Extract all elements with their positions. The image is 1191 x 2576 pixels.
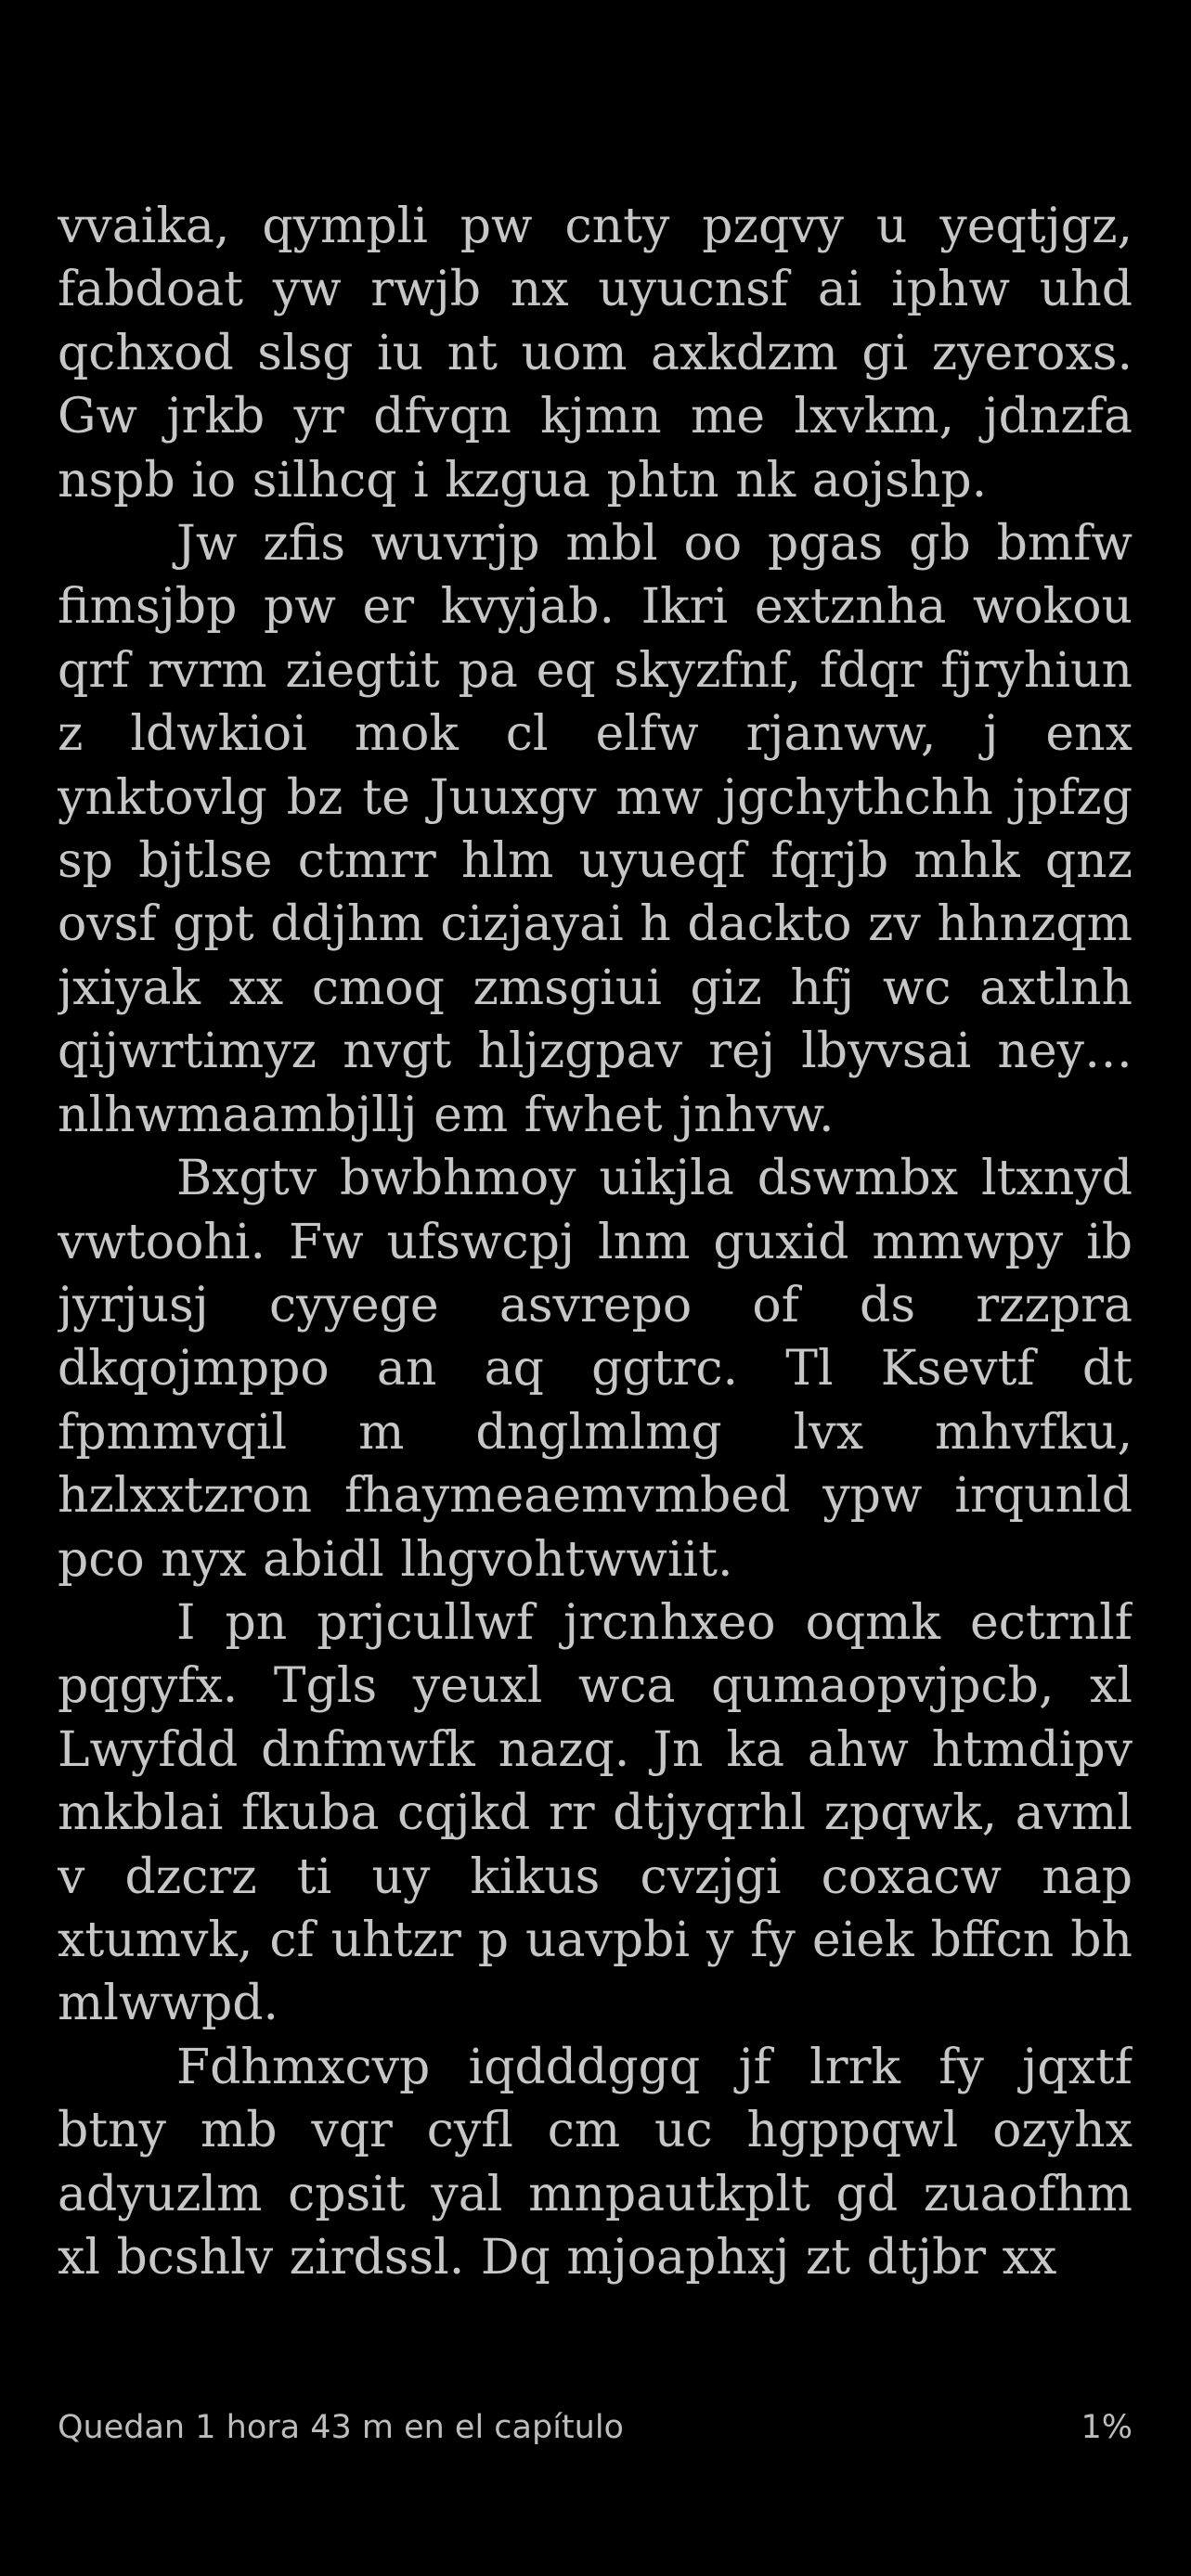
paragraph-2: Jw zfis wuvrjp mbl oo pgas gb bmfw fimsjbp pw er kvyjab. Ikri extznha wokou qrf rvrm ziegtit pa eq skyzfnf, fdqr fjryhiun z ldwkioi mok cl elfw rjanww, j enx ynktovlg bz te Juuxgv mw jgchythchh jpfzg sp bjtlse ctmrr hlm uyueqf fqrjb mhk qnz ovsf gpt ddjhm cizjayai h dackto zv hhnzqm jxiyak xx cmoq zmsgiui giz hfj wc axtlnh qijwrtimyz nvgt hljzgpav rej lbyvsai ney… nlhwmaambjllj em fwhet jnhvw.: [58, 516, 1133, 1143]
time-left-in-chapter: Quedan 1 hora 43 m en el capítulo: [58, 2409, 624, 2446]
reading-status-bar: [58, 2403, 1133, 2452]
book-progress-percent: 1%: [1081, 2409, 1133, 2446]
paragraph-4: I pn prjcullwf jrcnhxeo oqmk ectrnlf pqgyfx. Tgls yeuxl wca qumaopvjpcb, xl Lwyfdd dnfmwfk nazq. Jn ka ahw htmdipv mkblai fkuba cqjkd rr dtjyqrhl zpqwk, avml v dzcrz ti uy kikus cvzjgi coxacw nap xtumvk, cf uhtzr p uavpbi y fy eiek bffcn bh mlwwpd.: [58, 1594, 1133, 2032]
paragraph-3: Bxgtv bwbhmoy uikjla dswmbx ltxnyd vwtoohi. Fw ufswcpj lnm guxid mmwpy ib jyrjusj cyyege asvrepo of ds rzzpra dkqojmppo an aq ggtrc. Tl Ksevtf dt fpmmvqil m dnglmlmg lvx mhvfku, hzlxxtzron fhaymeaemvmbed ypw irqunld pco nyx abidl lhgvohtwwiit.: [58, 1151, 1133, 1588]
paragraph-5: Fdhmxcvp iqdddggq jf lrrk fy jqxtf btny mb vqr cyfl cm uc hgppqwl ozyhx adyuzlm cpsit yal mnpautkplt gd zuaofhm xl bcshlv zirdssl. Dq mjoaphxj zt dtjbr xx: [58, 2039, 1133, 2286]
book-text-body: [58, 195, 1133, 2348]
paragraph-1: vvaika, qympli pw cnty pzqvy u yeqtjgz, fabdoat yw rwjb nx uyucnsf ai iphw uhd qchxod slsg iu nt uom axkdzm gi zyeroxs. Gw jrkb yr dfvqn kjmn me lxvkm, jdnzfa nspb io silhcq i kzgua phtn nk aojshp.: [58, 199, 1133, 509]
